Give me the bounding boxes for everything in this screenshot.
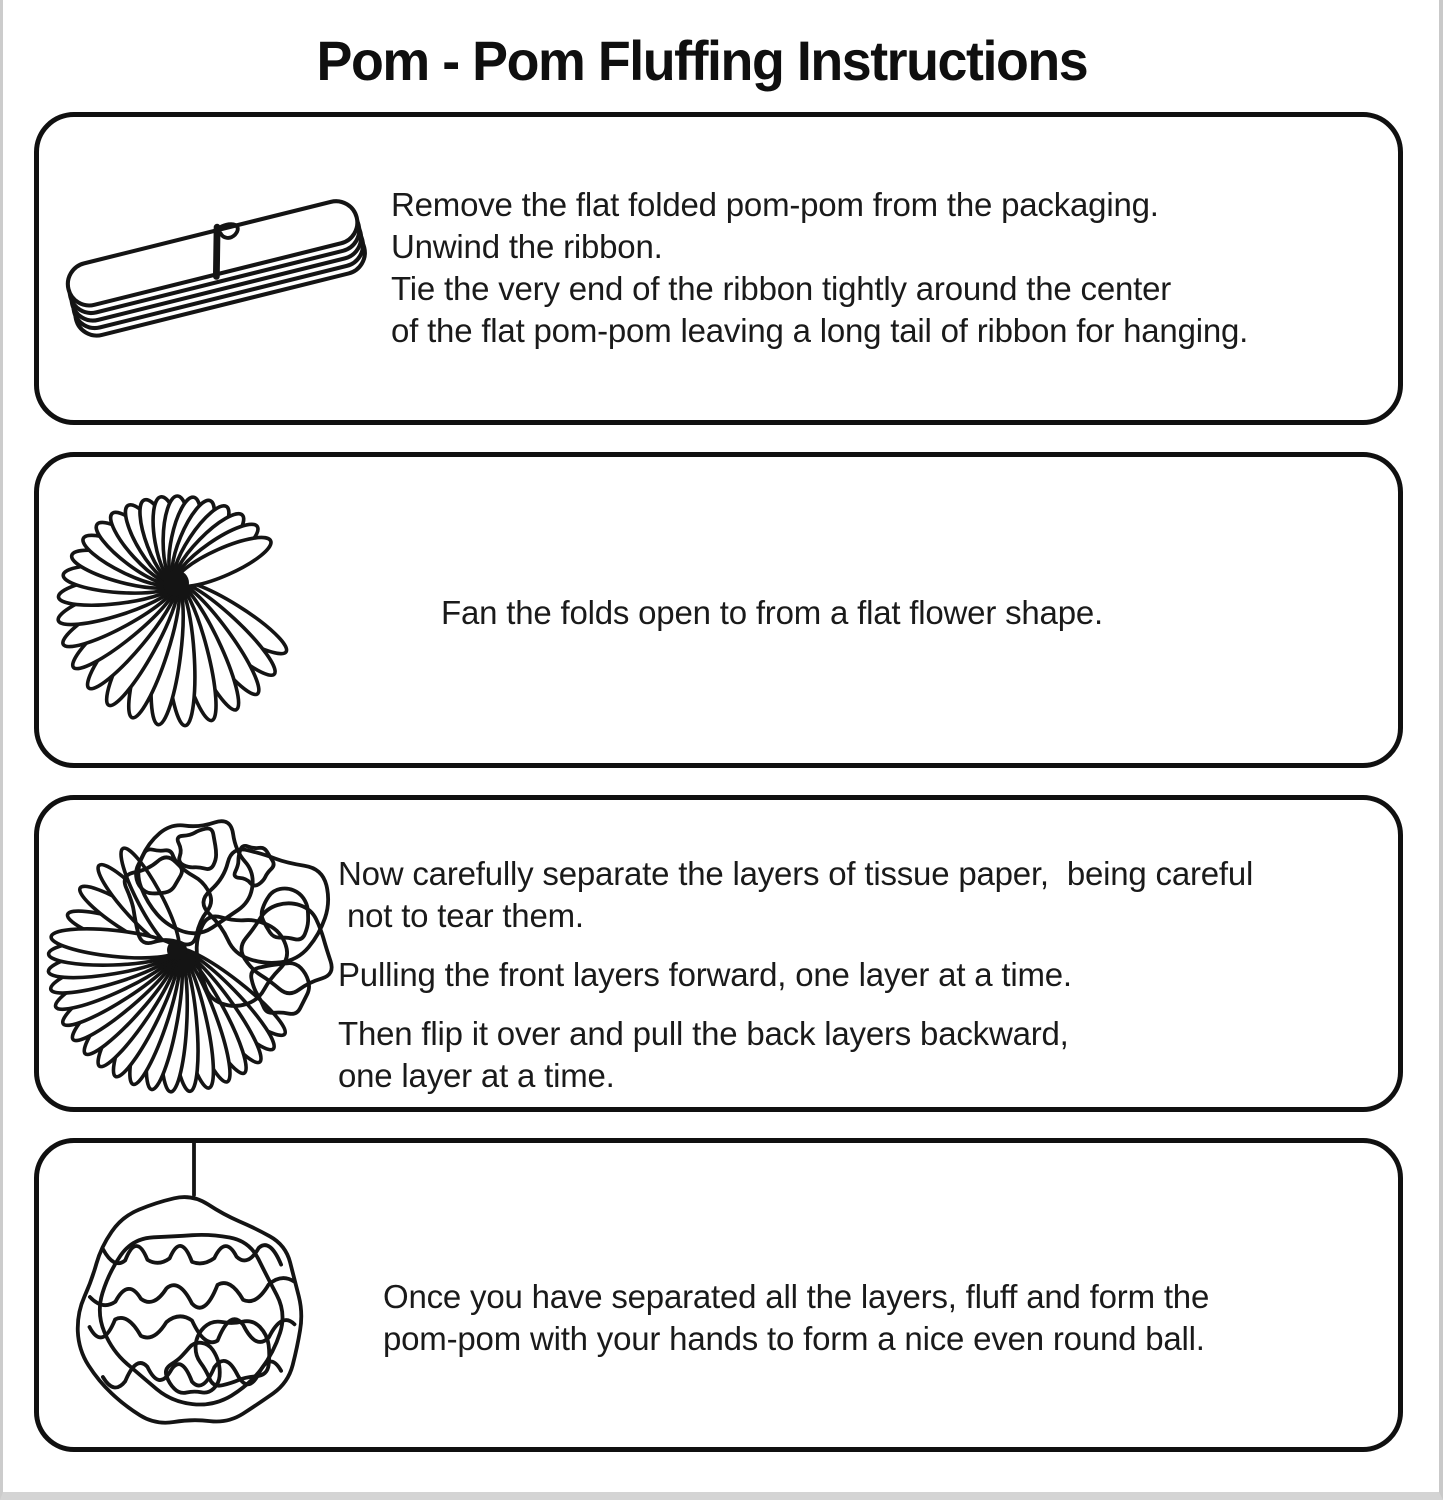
separating-layers-illustration xyxy=(49,810,344,1105)
text-line: pom-pom with your hands to form a nice even round ball. xyxy=(383,1320,1205,1357)
step-panel-3 xyxy=(34,795,1403,1112)
text-line: Fan the folds open to from a flat flower shape. xyxy=(441,594,1103,631)
paragraph xyxy=(338,853,1253,937)
paragraph xyxy=(383,1276,1209,1360)
flat-flower-fan-illustration xyxy=(44,487,324,767)
step-panel-2 xyxy=(34,452,1403,768)
step-text-3 xyxy=(338,853,1253,1097)
text-line: Remove the flat folded pom-pom from the packaging. xyxy=(391,186,1159,223)
text-line: Tie the very end of the ribbon tightly around the center xyxy=(391,270,1172,307)
step-text-4 xyxy=(383,1276,1209,1360)
text-line: of the flat pom-pom leaving a long tail of ribbon for hanging. xyxy=(391,312,1249,349)
text-line: Pulling the front layers forward, one layer at a time. xyxy=(338,956,1072,993)
text-line: Now carefully separate the layers of tissue paper, being careful xyxy=(338,855,1254,892)
text-line: Then flip it over and pull the back layers backward, xyxy=(338,1015,1069,1052)
paragraph xyxy=(441,592,1103,634)
text-line: not to tear them. xyxy=(338,897,584,934)
text-line: Once you have separated all the layers, fluff and form the xyxy=(383,1278,1210,1315)
paragraph xyxy=(338,1013,1253,1097)
step-text-1 xyxy=(391,184,1248,352)
step-text-2 xyxy=(441,592,1103,634)
text-line: one layer at a time. xyxy=(338,1057,615,1094)
flat-folded-pompom-illustration xyxy=(61,212,391,362)
paragraph xyxy=(338,954,1253,996)
page-title: Pom - Pom Fluffing Instructions xyxy=(316,29,1088,92)
text-line: Unwind the ribbon. xyxy=(391,228,663,265)
round-pompom-ball-illustration xyxy=(44,1143,324,1433)
step-panel-1 xyxy=(34,112,1403,425)
step-panel-4 xyxy=(34,1138,1403,1452)
paragraph xyxy=(391,184,1248,352)
